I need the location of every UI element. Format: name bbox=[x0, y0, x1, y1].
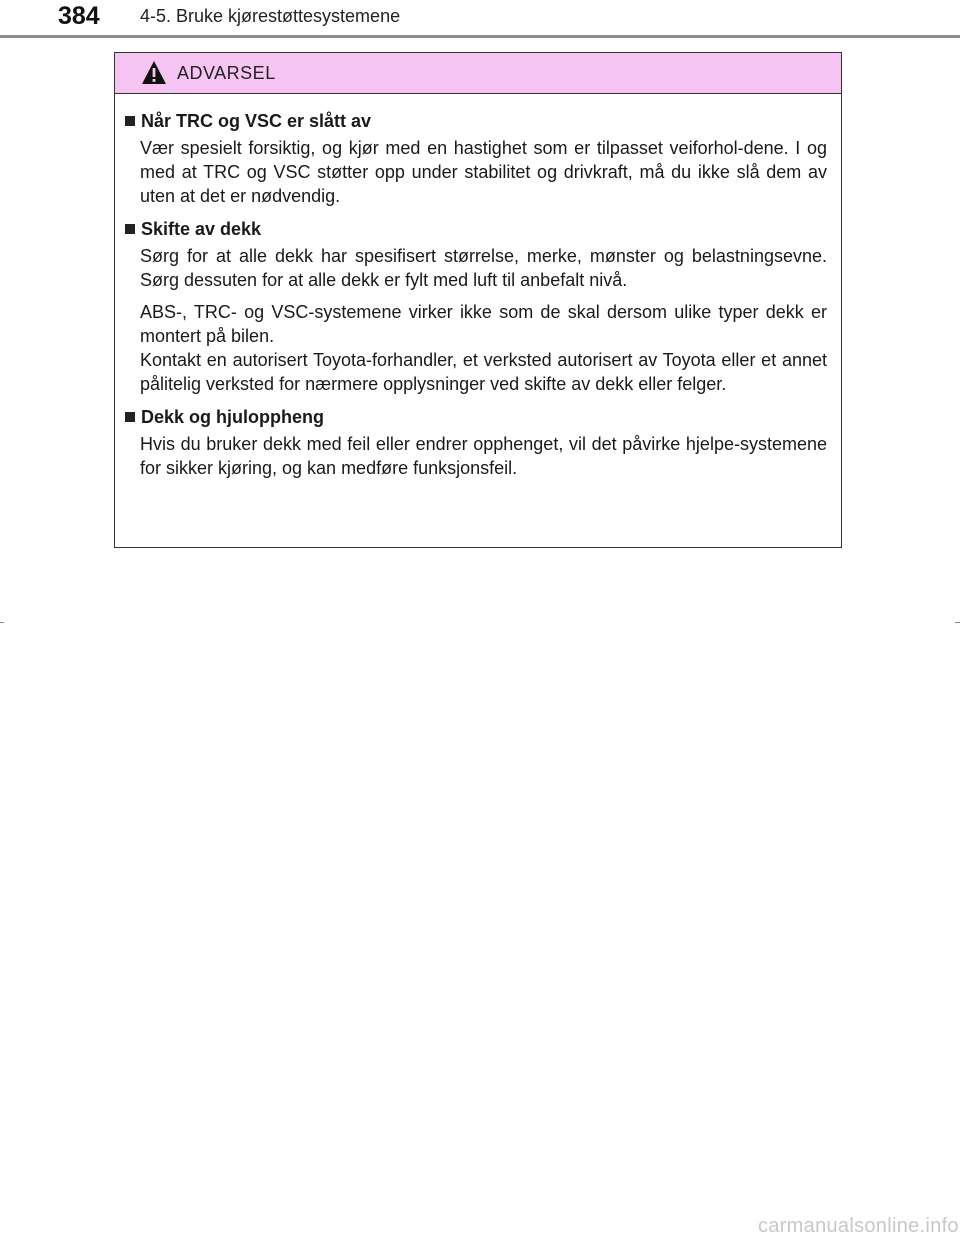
warning-item bbox=[115, 216, 827, 396]
square-bullet-icon bbox=[125, 116, 135, 126]
crop-mark-left bbox=[0, 622, 4, 623]
header-rule bbox=[0, 35, 960, 38]
warning-label: ADVARSEL bbox=[177, 62, 276, 83]
item-heading-text: Skifte av dekk bbox=[141, 219, 262, 239]
item-paragraph: Hvis du bruker dekk med feil eller endrer opphenget, vil det påvirke hjelpe-systemene for sikker kjøring, og kan medføre funksjonsfeil. bbox=[140, 434, 827, 478]
item-paragraph: Sørg for at alle dekk har spesifisert størrelse, merke, mønster og belastningsevne. Sørg dessuten for at alle dekk er fylt med luft til anbefalt nivå. bbox=[140, 246, 827, 290]
square-bullet-icon bbox=[125, 224, 135, 234]
warning-item bbox=[115, 108, 827, 208]
item-paragraph: Kontakt en autorisert Toyota-forhandler, et verksted autorisert av Toyota eller et annet pålitelig verksted for nærmere opplysninger ved skifte av dekk eller felger. bbox=[140, 350, 827, 394]
warning-header bbox=[115, 53, 841, 94]
item-paragraph: Vær spesielt forsiktig, og kjør med en hastighet som er tilpasset veiforhol-dene. I og med at TRC og VSC støtter opp under stabilitet og drivkraft, må du ikke slå dem av uten at det er nødvendig. bbox=[140, 138, 827, 206]
warning-item bbox=[115, 404, 827, 480]
item-heading bbox=[125, 404, 827, 430]
watermark: carmanualsonline.info bbox=[758, 1215, 959, 1237]
item-heading-text: Når TRC og VSC er slått av bbox=[141, 111, 372, 131]
item-heading bbox=[125, 216, 827, 242]
page-number: 384 bbox=[58, 2, 100, 30]
item-heading-text: Dekk og hjuloppheng bbox=[141, 407, 324, 427]
section-title: 4-5. Bruke kjørestøttesystemene bbox=[140, 6, 401, 26]
warning-body bbox=[115, 94, 841, 480]
crop-mark-right bbox=[955, 622, 960, 623]
warning-triangle-icon bbox=[141, 60, 167, 86]
item-paragraph: ABS-, TRC- og VSC-systemene virker ikke som de skal dersom ulike typer dekk er montert på bilen. bbox=[140, 302, 827, 346]
square-bullet-icon bbox=[125, 412, 135, 422]
item-heading bbox=[125, 108, 827, 134]
warning-box bbox=[114, 52, 842, 548]
